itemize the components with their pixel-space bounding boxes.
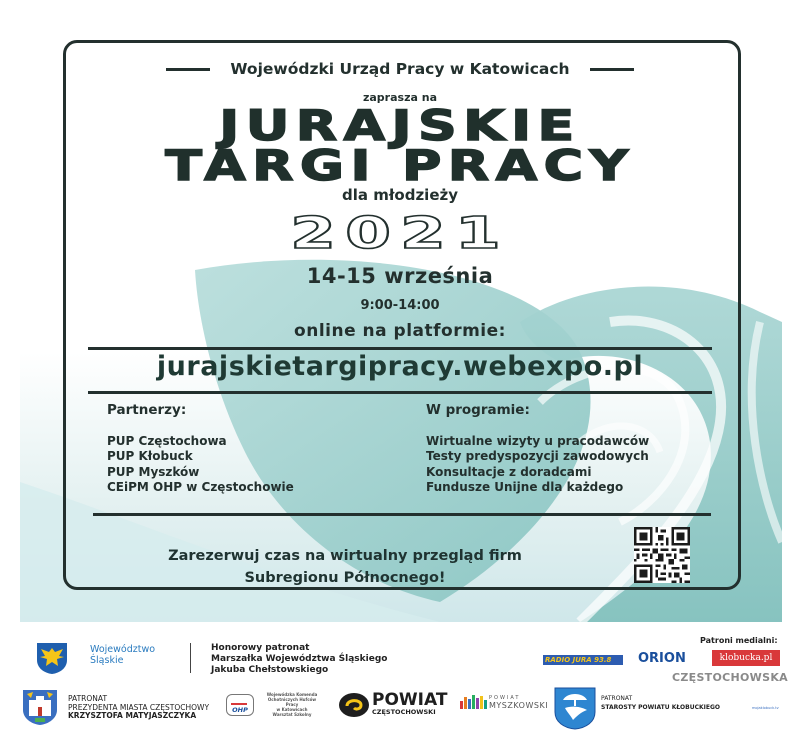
program-item: Testy predyspozycji zawodowych (426, 449, 649, 463)
program-item: Konsultacje z doradcami (426, 464, 592, 479)
ohp-text-line: Warsztat Szkolny (272, 712, 312, 717)
partner-item: PUP Myszków (107, 464, 200, 479)
event-title-line1: JURAJSKIE (219, 101, 581, 150)
powiat-czestochowski-line2: CZĘSTOCHOWSKI (372, 708, 436, 716)
klobuck-patronage (601, 694, 720, 712)
powiat-myszkowski-line2: MYSZKOWSKI (489, 701, 549, 710)
radio-jura-logo: RADIO JURA 93.8 (543, 655, 623, 665)
powiat-czestochowski-line1: POWIAT (372, 690, 448, 710)
small-media-logo: mojaklobuck.tv (752, 706, 779, 710)
region-logo-line1: Województwo (90, 644, 156, 655)
czestochowska-logo: CZĘSTOCHOWSKA (672, 671, 788, 684)
powiat-myszkowski-line1: POWIAT (489, 695, 521, 701)
media-patrons-label: Patroni medialni: (700, 636, 778, 645)
event-title-line2: TARGI PRACY (165, 141, 635, 190)
ohp-logo (226, 694, 254, 716)
klobucka-logo: klobucka.pl (712, 650, 780, 666)
cta-line1: Zarezerwuj czas na wirtualny przegląd firm (168, 548, 522, 564)
qr-code-icon[interactable] (634, 527, 690, 583)
program-section (426, 403, 649, 496)
event-dates: 14-15 września (306, 264, 494, 288)
audience-text: dla młodzieży (341, 186, 458, 204)
ohp-text-line: Wojewódzka Komenda (266, 692, 318, 697)
powiat-myszkowski-icon (460, 693, 488, 713)
partner-item: CEiPM OHP w Częstochowie (107, 480, 294, 494)
organizer-name: Wojewódzki Urząd Pracy w Katowicach (230, 60, 570, 78)
powiat-czestochowski-icon (339, 693, 369, 717)
powiat-myszkowski-text (489, 695, 548, 710)
honorary-patronage (211, 643, 387, 676)
event-year: 2021 (290, 208, 510, 259)
powiat-czestochowski-text (372, 692, 447, 716)
orion-logo: ORION (638, 651, 686, 666)
czestochowa-coat-of-arms-icon (21, 688, 59, 726)
ohp-text-line: Ochotniczych Hufców (267, 697, 317, 702)
partners-heading: Partnerzy: (107, 402, 187, 418)
organizer-row (0, 60, 800, 78)
city-patronage (68, 695, 209, 721)
ohp-badge-text: OHP (232, 706, 248, 714)
event-hours: 9:00-14:00 (360, 298, 440, 313)
klobuck-patronage-line1: PATRONAT (601, 695, 633, 702)
partner-item: PUP Kłobuck (107, 449, 193, 463)
divider (93, 513, 711, 516)
divider (88, 391, 712, 394)
online-label: online na platformie: (294, 321, 506, 341)
divider (166, 68, 210, 71)
divider (88, 347, 712, 350)
divider (190, 643, 191, 673)
city-patronage-line3: KRZYSZTOFA MATYJASZCZYKA (68, 711, 197, 720)
honorary-patronage-line2: Marszałka Województwa Śląskiego (211, 654, 388, 664)
ohp-text (262, 692, 322, 717)
cta-text (90, 545, 600, 589)
region-logo-line2: Śląskie (90, 655, 124, 666)
invites-text: zaprasza na (362, 91, 437, 104)
partners-section (107, 403, 294, 496)
program-item: Fundusze Unijne dla każdego (426, 480, 624, 494)
city-patronage-line2: PREZYDENTA MIASTA CZĘSTOCHOWY (68, 702, 210, 712)
ohp-text-line: w Katowicach (276, 707, 308, 712)
program-heading: W programie: (426, 402, 530, 418)
klobuck-patronage-line2: STAROSTY POWIATU KŁOBUCKIEGO (601, 704, 720, 711)
divider (590, 68, 634, 71)
ohp-stripe (231, 699, 247, 705)
event-url-link[interactable]: jurajskietargipracy.webexpo.pl (156, 351, 644, 382)
ohp-text-line: Pracy (285, 702, 299, 707)
honorary-patronage-line3: Jakuba Chełstowskiego (211, 665, 329, 675)
klobuck-coat-of-arms-icon (553, 686, 597, 730)
silesia-coat-of-arms-icon (36, 642, 68, 675)
region-logo-text (90, 644, 155, 666)
program-item: Wirtualne wizyty u pracodawców (426, 433, 650, 448)
city-patronage-line1: PATRONAT (68, 694, 108, 703)
cta-line2: Subregionu Północnego! (244, 570, 446, 586)
event-title (0, 101, 800, 190)
partner-item: PUP Częstochowa (107, 433, 227, 448)
honorary-patronage-line1: Honorowy patronat (211, 643, 310, 653)
